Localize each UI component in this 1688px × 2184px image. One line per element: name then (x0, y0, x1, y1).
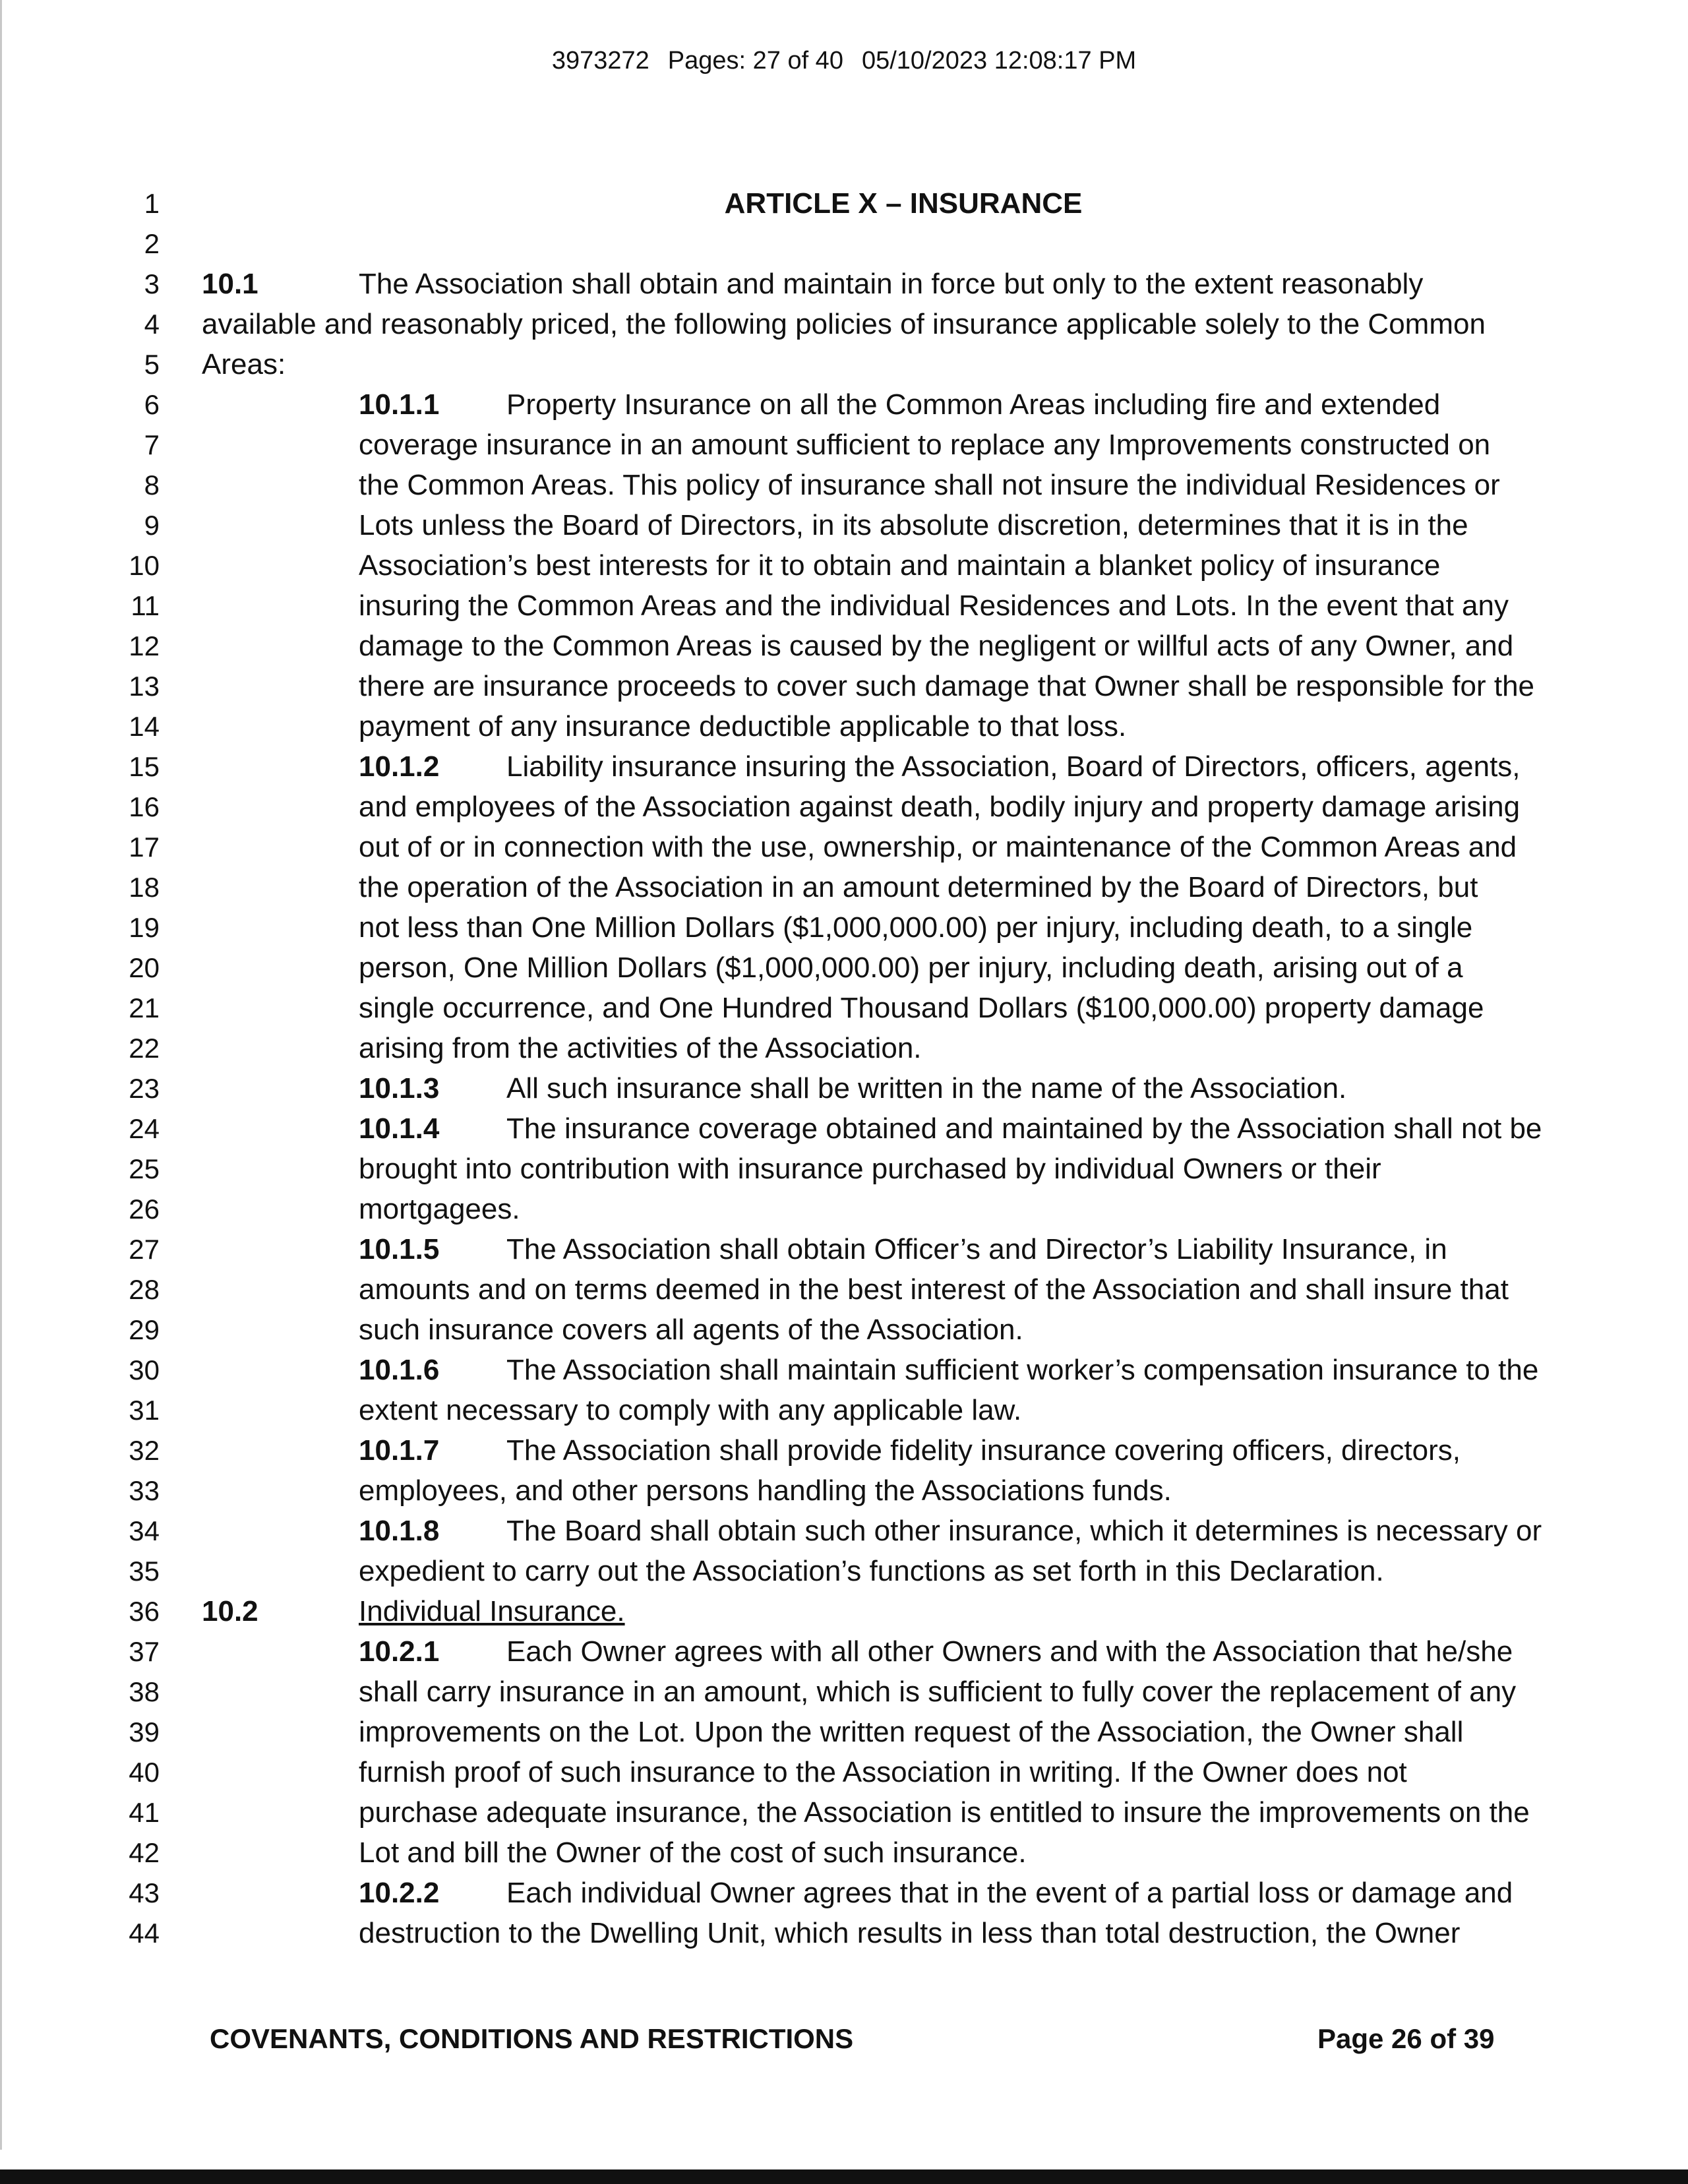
line-number: 13 (129, 671, 160, 702)
line-text: The Association shall obtain and maintain in force but only to the extent reasonably (359, 268, 1424, 300)
line-text: employees, and other persons handling the Associations funds. (359, 1474, 1172, 1507)
section-number: 10.1.5 (359, 1233, 440, 1265)
line-number: 5 (144, 349, 160, 380)
line-number: 18 (129, 872, 160, 903)
line-number: 31 (129, 1395, 160, 1426)
line-number: 44 (129, 1918, 160, 1949)
section-number: 10.1.2 (359, 750, 440, 783)
section-number: 10.1.6 (359, 1354, 440, 1386)
line-text: available and reasonably priced, the following policies of insurance applicable solely to the Common (202, 308, 1486, 340)
line-number: 23 (129, 1073, 160, 1104)
section-number: 10.1.4 (359, 1112, 440, 1145)
line-text: single occurrence, and One Hundred Thousand Dollars ($100,000.00) property damage (359, 992, 1484, 1024)
line-number: 37 (129, 1636, 160, 1667)
line-number: 30 (129, 1354, 160, 1385)
line-text: coverage insurance in an amount sufficient to replace any Improvements constructed on (359, 429, 1491, 461)
line-text: destruction to the Dwelling Unit, which results in less than total destruction, the Owner (359, 1917, 1461, 1949)
line-text: expedient to carry out the Association’s functions as set forth in this Declaration. (359, 1555, 1384, 1587)
line-number: 7 (144, 429, 160, 460)
line-text: Lots unless the Board of Directors, in its absolute discretion, determines that it is in the (359, 509, 1468, 541)
line-text: Property Insurance on all the Common Areas including fire and extended (506, 388, 1441, 421)
line-number: 14 (129, 711, 160, 742)
line-number: 24 (129, 1113, 160, 1144)
line-text: mortgagees. (359, 1193, 520, 1225)
line-text: improvements on the Lot. Upon the written request of the Association, the Owner shall (359, 1716, 1464, 1748)
line-number: 40 (129, 1757, 160, 1788)
line-text: extent necessary to comply with any applicable law. (359, 1394, 1022, 1426)
line-text: The insurance coverage obtained and maintained by the Association shall not be (506, 1112, 1542, 1145)
line-text: there are insurance proceeds to cover such damage that Owner shall be responsible for the (359, 670, 1535, 702)
line-text: out of or in connection with the use, ownership, or maintenance of the Common Areas and (359, 831, 1517, 863)
line-number: 27 (129, 1234, 160, 1265)
section-number: 10.1 (202, 268, 258, 300)
section-number: 10.1.8 (359, 1515, 440, 1547)
line-number: 42 (129, 1837, 160, 1868)
line-number: 20 (129, 952, 160, 983)
line-text: The Board shall obtain such other insurance, which it determines is necessary or (506, 1515, 1542, 1547)
line-text: Areas: (202, 348, 286, 380)
line-text: brought into contribution with insurance purchased by individual Owners or their (359, 1153, 1381, 1185)
line-number: 25 (129, 1153, 160, 1184)
scan-bottom-bar (0, 2169, 1688, 2184)
line-number: 8 (144, 470, 160, 501)
scan-left-edge (0, 0, 2, 2150)
line-number: 38 (129, 1676, 160, 1707)
line-number: 26 (129, 1194, 160, 1225)
line-text: Each Owner agrees with all other Owners and with the Association that he/she (506, 1635, 1513, 1668)
line-number: 35 (129, 1556, 160, 1587)
line-text: shall carry insurance in an amount, which is sufficient to fully cover the replacement of any (359, 1676, 1517, 1708)
section-number: 10.2.2 (359, 1877, 440, 1909)
line-number: 9 (144, 510, 160, 541)
line-number: 11 (131, 590, 160, 621)
line-number: 39 (129, 1716, 160, 1747)
line-text: purchase adequate insurance, the Association is entitled to insure the improvements on the (359, 1796, 1530, 1829)
line-text: person, One Million Dollars ($1,000,000.00) per injury, including death, arising out of a (359, 952, 1463, 984)
line-number: 15 (129, 751, 160, 782)
line-number: 28 (129, 1274, 160, 1305)
line-number: 21 (129, 992, 160, 1023)
recording-header (0, 41, 1688, 80)
line-number: 43 (129, 1877, 160, 1908)
line-text: the operation of the Association in an amount determined by the Board of Directors, but (359, 871, 1478, 903)
line-number: 41 (129, 1797, 160, 1828)
line-text: The Association shall obtain Officer’s and Director’s Liability Insurance, in (506, 1233, 1447, 1265)
line-number: 34 (129, 1515, 160, 1546)
header-timestamp: 05/10/2023 12:08:17 PM (861, 47, 1137, 75)
article-title: ARTICLE X – INSURANCE (724, 187, 1083, 220)
line-text: The Association shall provide fidelity insurance covering officers, directors, (506, 1434, 1461, 1467)
line-text: Lot and bill the Owner of the cost of such insurance. (359, 1836, 1027, 1869)
section-number: 10.1.1 (359, 388, 440, 421)
line-number: 1 (144, 188, 160, 219)
line-number: 22 (129, 1033, 160, 1064)
line-number: 32 (129, 1435, 160, 1466)
header-doc-number: 3973272 (551, 47, 649, 75)
line-number: 16 (129, 791, 160, 822)
section-number: 10.2.1 (359, 1635, 440, 1668)
line-text: such insurance covers all agents of the Association. (359, 1314, 1023, 1346)
section-heading: Individual Insurance. (359, 1595, 625, 1627)
section-number: 10.1.7 (359, 1434, 440, 1467)
line-text: and employees of the Association against death, bodily injury and property damage arising (359, 791, 1521, 823)
line-text: The Association shall maintain sufficient worker’s compensation insurance to the (506, 1354, 1539, 1386)
line-number: 36 (129, 1596, 160, 1627)
line-number: 2 (144, 228, 160, 259)
line-text: insuring the Common Areas and the individual Residences and Lots. In the event that any (359, 590, 1509, 622)
line-text: Association’s best interests for it to obtain and maintain a blanket policy of insurance (359, 549, 1441, 582)
section-number: 10.1.3 (359, 1072, 440, 1105)
line-text: furnish proof of such insurance to the Association in writing. If the Owner does not (359, 1756, 1407, 1788)
line-number: 19 (129, 912, 160, 943)
line-number: 29 (129, 1314, 160, 1345)
line-text: amounts and on terms deemed in the best interest of the Association and shall insure that (359, 1273, 1509, 1306)
line-text: arising from the activities of the Association. (359, 1032, 922, 1064)
line-number: 10 (129, 550, 160, 581)
line-text: Each individual Owner agrees that in the event of a partial loss or damage and (506, 1877, 1513, 1909)
line-number: 4 (144, 309, 160, 340)
footer-title: COVENANTS, CONDITIONS AND RESTRICTIONS (210, 2023, 854, 2054)
line-number: 6 (144, 389, 160, 420)
line-number: 33 (129, 1475, 160, 1506)
line-text: not less than One Million Dollars ($1,000,000.00) per injury, including death, to a single (359, 911, 1473, 944)
line-text: the Common Areas. This policy of insurance shall not insure the individual Residences or (359, 469, 1500, 501)
section-number: 10.2 (202, 1595, 258, 1627)
line-text: payment of any insurance deductible applicable to that loss. (359, 710, 1127, 743)
line-number: 17 (129, 832, 160, 863)
line-text: damage to the Common Areas is caused by the negligent or willful acts of any Owner, and (359, 630, 1514, 662)
line-text: Liability insurance insuring the Association, Board of Directors, officers, agents, (506, 750, 1521, 783)
header-pages: Pages: 27 of 40 (667, 47, 843, 75)
line-text: All such insurance shall be written in the name of the Association. (506, 1072, 1347, 1105)
footer-page-number: Page 26 of 39 (1317, 2023, 1495, 2054)
line-number: 12 (129, 630, 160, 661)
line-number: 3 (144, 268, 160, 299)
